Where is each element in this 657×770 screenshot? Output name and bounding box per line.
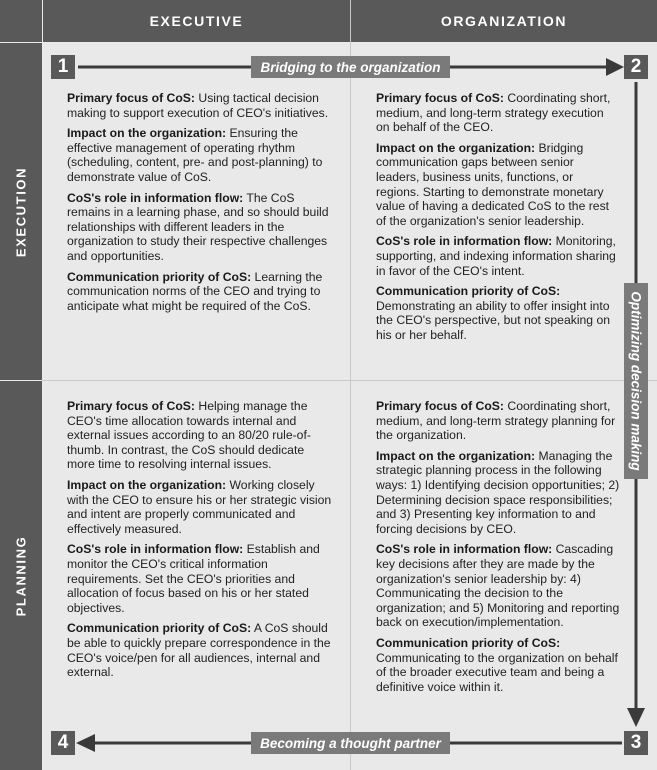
row-header-execution-label: EXECUTION (13, 166, 29, 257)
quadrant-paragraph: Primary focus of CoS: Coordinating short, medium, and long-term strategy execution on behalf of the CEO. (376, 91, 611, 135)
step-badge-4: 4 (51, 731, 75, 755)
quadrant-execution-executive (67, 91, 334, 319)
column-header-executive: EXECUTIVE (43, 0, 350, 42)
arrow-head-top (606, 58, 624, 76)
arrow-label-right (624, 283, 648, 479)
quadrant-paragraph: Communication priority of CoS: Communicating to the organization on behalf of the broader executive team and being a definitive voice within it. (376, 635, 618, 694)
quadrant-paragraph: CoS's role in information flow: Cascading key decisions after they are made by the organization's senior leadership by: 4) Communicating the decision to the organization; and 5) Monitoring and reporting back on execution/implementation. (376, 542, 620, 630)
step-badge-2: 2 (624, 55, 648, 79)
step-badge-3: 3 (624, 731, 648, 755)
arrow-label-right-text: Optimizing decision making (628, 291, 644, 471)
quadrant-execution-organization (376, 91, 616, 349)
quadrant-paragraph: Impact on the organization: Bridging communication gaps between senior leaders, business units, functions, or regions. Starting to demonstrate monetary value of having a dedicated CoS to the rest of the organization's senior leadership. (376, 140, 610, 228)
arrow-label-top: Bridging to the organization (251, 56, 450, 78)
arrow-head-right (627, 708, 645, 727)
quadrant-planning-organization (376, 399, 620, 700)
quadrant-paragraph: CoS's role in information flow: The CoS remains in a learning phase, and so should build relationships with different leaders in the organization to study their respective challenges and opportunities. (67, 190, 329, 263)
step-badge-1: 1 (51, 55, 75, 79)
quadrant-paragraph: Communication priority of CoS: Learning the communication norms of the CEO and trying to anticipate what might be required of the CoS. (67, 269, 323, 313)
quadrant-planning-executive (67, 399, 334, 686)
quadrant-paragraph: Impact on the organization: Working closely with the CEO to ensure his or her strategic vision and intent are properly communicated and effectively measured. (67, 477, 332, 536)
column-header-organization: ORGANIZATION (351, 0, 657, 42)
arrow-label-bottom: Becoming a thought partner (251, 732, 450, 754)
quadrant-paragraph: Communication priority of CoS: Demonstrating an ability to offer insight into the CEO's perspective, but not speaking on his or her behalf. (376, 284, 611, 342)
quadrant-paragraph: Primary focus of CoS: Helping manage the CEO's time allocation towards internal and external issues according to an 80/20 rule-of-thumb. In contrast, the CoS should dedicate more time to resolving internal issues. (67, 399, 311, 472)
quadrant-paragraph: CoS's role in information flow: Establish and monitor the CEO's critical information requirements. Set the CEO's priorities and allocation of focus based on his or her stated objectives. (67, 542, 320, 615)
quadrant-paragraph: Impact on the organization: Managing the strategic planning process in the following ways: 1) Identifying decision opportunities; 2) Determining decision space responsibilities; and 3) Presenting key information to and forcing decisions by CEO. (376, 448, 620, 536)
quadrant-paragraph: Primary focus of CoS: Using tactical decision making to support execution of CEO's initiatives. (67, 91, 329, 120)
arrow-head-bottom (76, 734, 95, 752)
quadrant-paragraph: CoS's role in information flow: Monitoring, supporting, and indexing information sharing in favor of the CEO's intent. (376, 234, 616, 278)
quadrant-paragraph: Primary focus of CoS: Coordinating short, medium, and long-term strategy planning for the organization. (376, 399, 616, 443)
row-header-planning-label: PLANNING (13, 535, 29, 616)
quadrant-paragraph: Impact on the organization: Ensuring the effective management of operating rhythm (scheduling, content, pre- and post-planning) to demonstrate value of CoS. (67, 126, 323, 184)
quadrant-paragraph: Communication priority of CoS: A CoS should be able to quickly prepare correspondence in the CEO's voice/pen for all audiences, internal and external. (67, 621, 331, 680)
